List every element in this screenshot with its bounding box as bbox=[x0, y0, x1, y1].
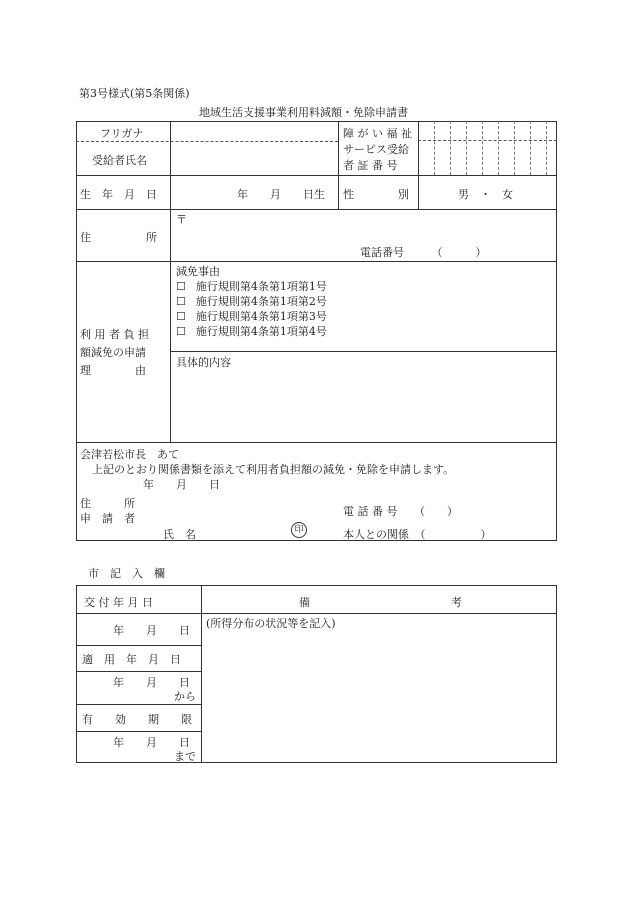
address-label: 住 所 bbox=[80, 231, 157, 244]
form-number: 第3号様式(第5条関係) bbox=[79, 87, 190, 100]
city-section-title: 市 記 入 欄 bbox=[88, 567, 165, 580]
recipient-name-field[interactable] bbox=[171, 142, 337, 174]
remarks-label-2: 考 bbox=[451, 596, 462, 609]
birth-date-value[interactable]: 年 月 日生 bbox=[237, 188, 325, 201]
applicant-name-label: 氏 名 bbox=[163, 528, 196, 541]
reason-option-label: 施行規則第4条第1項第3号 bbox=[195, 310, 327, 323]
issue-date-value[interactable]: 年 月 日 bbox=[113, 624, 190, 637]
details-label: 具体的内容 bbox=[176, 356, 231, 369]
apply-date-value[interactable]: 年 月 日 bbox=[113, 676, 190, 689]
reason-label-line-3: 理 由 bbox=[80, 364, 146, 377]
details-field[interactable] bbox=[171, 370, 556, 440]
application-date[interactable]: 年 月 日 bbox=[143, 478, 220, 491]
birth-date-label: 生 年 月 日 bbox=[80, 188, 157, 201]
remarks-note: (所得分布の状況等を記入) bbox=[206, 617, 336, 630]
relation-label: 本人との関係 （ ） bbox=[343, 528, 492, 541]
cert-label-line-3: 者 証 番 号 bbox=[343, 159, 398, 172]
reason-option-label: 施行規則第4条第1項第1号 bbox=[195, 280, 327, 293]
applicant-address-label: 住 所 bbox=[80, 497, 135, 510]
reason-heading: 減免事由 bbox=[176, 265, 220, 278]
cert-label-line-2: サービス受給 bbox=[343, 143, 409, 156]
recipient-name-label: 受給者氏名 bbox=[92, 154, 147, 167]
reason-label-line-1: 利 用 者 負 担 bbox=[80, 328, 149, 341]
checkbox-icon[interactable]: ☐ bbox=[176, 295, 186, 308]
reason-option-label: 施行規則第4条第1項第4号 bbox=[195, 325, 327, 338]
address-field[interactable] bbox=[171, 226, 556, 242]
reason-option-3[interactable] bbox=[176, 308, 327, 324]
checkbox-icon[interactable]: ☐ bbox=[176, 280, 186, 293]
sex-selector[interactable]: 男 ・ 女 bbox=[458, 188, 513, 201]
checkbox-icon[interactable]: ☐ bbox=[176, 310, 186, 323]
reason-option-4[interactable] bbox=[176, 323, 327, 339]
applicant-label: 申 請 者 bbox=[80, 512, 135, 525]
reason-label-line-2: 額減免の申請 bbox=[80, 346, 146, 359]
remarks-label-1: 備 bbox=[299, 596, 310, 609]
issue-date-label: 交 付 年 月 日 bbox=[84, 596, 153, 609]
apply-date-label: 適 用 年 月 日 bbox=[82, 653, 181, 666]
furigana-label: フリガナ bbox=[100, 127, 144, 140]
reason-option-1[interactable] bbox=[176, 278, 327, 294]
valid-until-label: まで bbox=[174, 750, 196, 763]
apply-from-label: から bbox=[174, 690, 196, 703]
addressee: 会津若松市長 あて bbox=[80, 448, 179, 461]
page-title: 地域生活支援事業利用料減額・免除申請書 bbox=[199, 106, 408, 119]
remarks-field[interactable] bbox=[202, 632, 556, 762]
cert-number-field[interactable] bbox=[419, 122, 556, 174]
checkbox-icon[interactable]: ☐ bbox=[176, 325, 186, 338]
postal-mark: 〒 bbox=[176, 213, 187, 226]
phone-label: 電話番号 （ ） bbox=[360, 246, 487, 259]
valid-period-value[interactable]: 年 月 日 bbox=[113, 736, 190, 749]
furigana-field[interactable] bbox=[171, 122, 337, 140]
valid-period-label: 有 効 期 限 bbox=[82, 713, 192, 726]
declaration-statement: 上記のとおり関係書類を添えて利用者負担額の減免・免除を申請します。 bbox=[92, 463, 455, 476]
reason-option-label: 施行規則第4条第1項第2号 bbox=[195, 295, 327, 308]
reason-option-2[interactable] bbox=[176, 293, 327, 309]
cert-label-line-1: 障 が い 福 祉 bbox=[343, 127, 412, 140]
sex-label: 性 別 bbox=[343, 188, 409, 201]
seal-icon: 印 bbox=[291, 522, 307, 538]
applicant-phone-label: 電 話 番 号 （ ） bbox=[343, 505, 458, 518]
